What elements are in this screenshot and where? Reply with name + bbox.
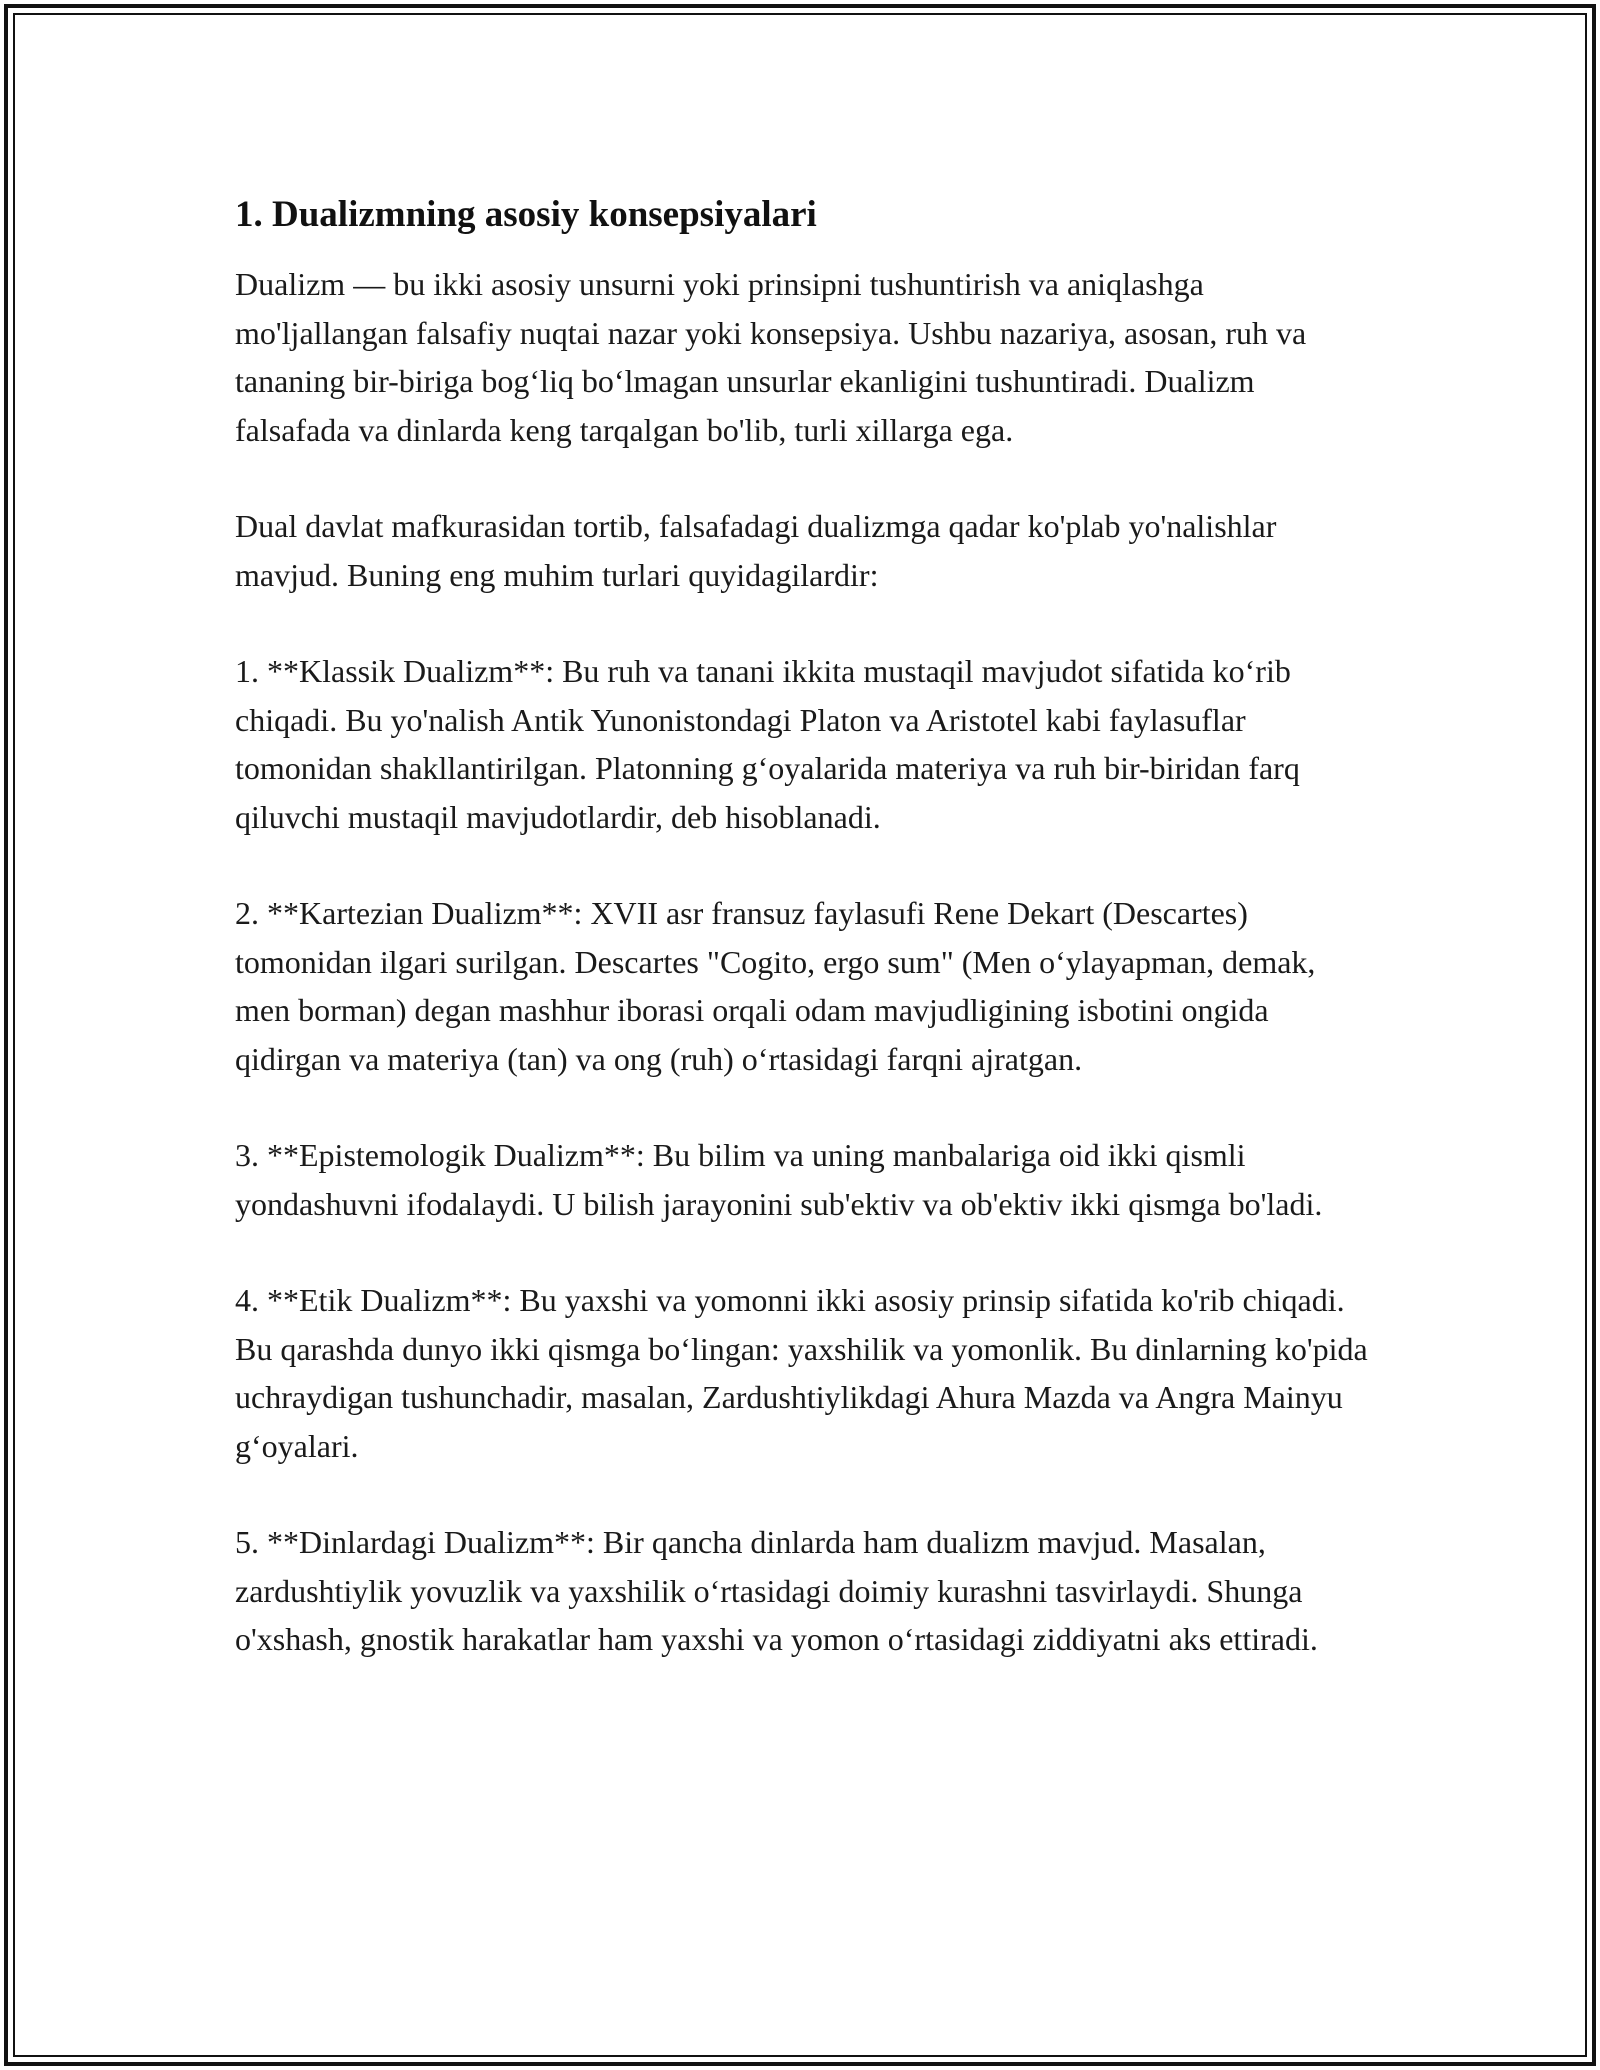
list-item-classic-dualism: 1. **Klassik Dualizm**: Bu ruh va tanani ikkita mustaqil mavjudot sifatida ko‘rib chiqadi. Bu yo'nalish Antik Yunonistondagi Platon va Aristotel kabi faylasuflar tomonidan shakllantirilgan. Platonning g‘oyalarida materiya va ruh bir-biridan farq qiluvchi mustaqil mavjudotlardir, deb hisoblanadi.: [235, 653, 1300, 835]
document-title: 1. Dualizmning asosiy konsepsiyalari: [235, 194, 817, 235]
document-body: [235, 190, 1375, 1712]
list-item-religious-dualism: 5. **Dinlardagi Dualizm**: Bir qancha dinlarda ham dualizm mavjud. Masalan, zardushtiylik yovuzlik va yaxshilik o‘rtasidagi doimiy kurashni tasvirlaydi. Shunga o'xshash, gnostik harakatlar ham yaxshi va yomon o‘rtasidagi ziddiyatni aks ettiradi.: [235, 1524, 1318, 1657]
paragraph-intro: Dualizm — bu ikki asosiy unsurni yoki prinsipni tushuntirish va aniqlashga mo'ljallangan falsafiy nuqtai nazar yoki konsepsiya. Ushbu nazariya, asosan, ruh va tananing bir-biriga bog‘liq bo‘lmagan unsurlar ekanligini tushuntiradi. Dualizm falsafada va dinlarda keng tarqalgan bo'lib, turli xillarga ega.: [235, 266, 1307, 448]
list-item-epistemological-dualism: 3. **Epistemologik Dualizm**: Bu bilim va uning manbalariga oid ikki qismli yondashuvni ifodalaydi. U bilish jarayonini sub'ektiv va ob'ektiv ikki qismga bo'ladi.: [235, 1137, 1323, 1222]
list-item-ethical-dualism: 4. **Etik Dualizm**: Bu yaxshi va yomonni ikki asosiy prinsip sifatida ko'rib chiqadi. Bu qarashda dunyo ikki qismga bo‘lingan: yaxshilik va yomonlik. Bu dinlarning ko'pida uchraydigan tushunchadir, masalan, Zardushtiylikdagi Ahura Mazda va Angra Mainyu g‘oyalari.: [235, 1282, 1368, 1464]
paragraph-types-intro: Dual davlat mafkurasidan tortib, falsafadagi dualizmga qadar ko'plab yo'nalishlar mavjud. Buning eng muhim turlari quyidagilardir:: [235, 508, 1277, 593]
list-item-cartesian-dualism: 2. **Kartezian Dualizm**: XVII asr fransuz faylasufi Rene Dekart (Descartes) tomonidan ilgari surilgan. Descartes "Cogito, ergo sum" (Men o‘ylayapman, demak, men borman) degan mashhur iborasi orqali odam mavjudligining isbotini ongida qidirgan va materiya (tan) va ong (ruh) o‘rtasidagi farqni ajratgan.: [235, 895, 1316, 1077]
